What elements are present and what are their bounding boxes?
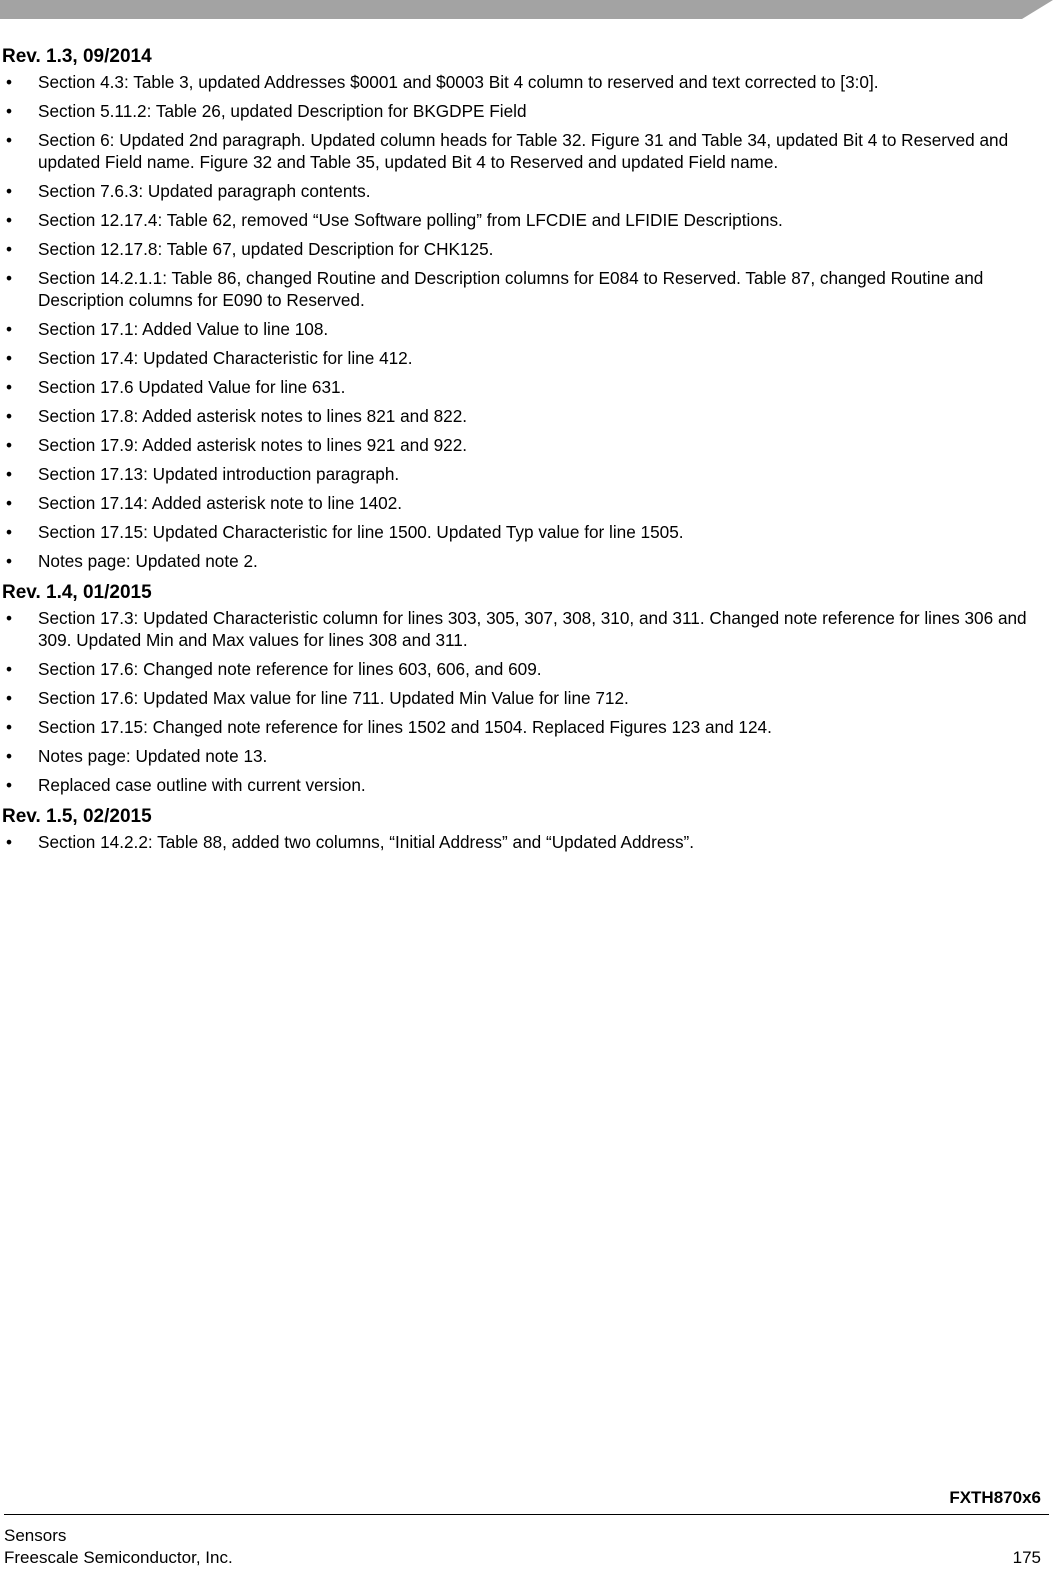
bullet: • (6, 239, 13, 259)
change-text: Section 4.3: Table 3, updated Addresses $0001 and $0003 Bit 4 column to reserved and text corrected to [3:0]. (38, 72, 879, 92)
bullet: • (6, 551, 13, 571)
list-item (0, 607, 1048, 651)
bullet: • (6, 210, 13, 230)
bullet: • (6, 319, 13, 339)
bullet: • (6, 377, 13, 397)
list-item (0, 434, 1048, 456)
list-item (0, 238, 1048, 260)
change-list (0, 607, 1048, 796)
change-text: Section 17.13: Updated introduction paragraph. (38, 464, 400, 484)
list-item (0, 774, 1048, 796)
change-text: Notes page: Updated note 2. (38, 551, 258, 571)
page-number: 175 (1012, 1548, 1041, 1567)
list-item (0, 267, 1048, 311)
list-item (0, 463, 1048, 485)
change-text: Notes page: Updated note 13. (38, 746, 268, 766)
revision-history (0, 45, 1048, 860)
bullet: • (6, 522, 13, 542)
bullet: • (6, 832, 13, 852)
revision-heading: Rev. 1.5, 02/2015 (2, 806, 152, 827)
bullet: • (6, 746, 13, 766)
bullet: • (6, 775, 13, 795)
bullet: • (6, 181, 13, 201)
list-item (0, 180, 1048, 202)
list-item (0, 318, 1048, 340)
change-text: Section 17.1: Added Value to line 108. (38, 319, 329, 339)
footer-section-label: Sensors (4, 1526, 67, 1545)
change-text: Section 5.11.2: Table 26, updated Description for BKGDPE Field (38, 101, 527, 121)
list-item (0, 831, 1048, 853)
change-text: Section 14.2.2: Table 88, added two columns, “Initial Address” and “Updated Address”. (38, 832, 695, 852)
list-item (0, 209, 1048, 231)
list-item (0, 687, 1048, 709)
change-text: Section 7.6.3: Updated paragraph contents. (38, 181, 371, 201)
change-text: Section 17.15: Changed note reference for lines 1502 and 1504. Replaced Figures 123 and 124. (38, 717, 772, 737)
change-text: Section 17.6: Changed note reference for lines 603, 606, and 609. (38, 659, 542, 679)
change-list (0, 831, 1048, 853)
bullet: • (6, 268, 13, 288)
list-item (0, 71, 1048, 93)
change-text: Section 17.15: Updated Characteristic for line 1500. Updated Typ value for line 1505. (38, 522, 684, 542)
bullet: • (6, 72, 13, 92)
bullet: • (6, 130, 13, 150)
footer-divider (4, 1514, 1049, 1515)
list-item (0, 716, 1048, 738)
product-name: FXTH870x6 (949, 1488, 1041, 1507)
list-item (0, 745, 1048, 767)
list-item (0, 100, 1048, 122)
list-item (0, 376, 1048, 398)
revision-heading: Rev. 1.4, 01/2015 (2, 582, 152, 603)
bullet: • (6, 659, 13, 679)
list-item (0, 347, 1048, 369)
revision-heading: Rev. 1.3, 09/2014 (2, 46, 152, 67)
change-text: Section 12.17.4: Table 62, removed “Use Software polling” from LFCDIE and LFIDIE Descriptions. (38, 210, 783, 230)
bullet: • (6, 608, 13, 628)
change-text: Section 17.14: Added asterisk note to line 1402. (38, 493, 403, 513)
change-text: Section 17.4: Updated Characteristic for line 412. (38, 348, 413, 368)
change-text: Section 12.17.8: Table 67, updated Description for CHK125. (38, 239, 494, 259)
revision-section (0, 805, 1048, 853)
change-text: Replaced case outline with current version. (38, 775, 366, 795)
list-item (0, 492, 1048, 514)
list-item (0, 521, 1048, 543)
change-text: Section 6: Updated 2nd paragraph. Updated column heads for Table 32. Figure 31 and Table 34, updated Bit 4 to Reserved and updated Field name. Figure 32 and Table 35, updated Bit 4 to Reserved and updated Field name. (38, 130, 1009, 172)
list-item (0, 129, 1048, 173)
bullet: • (6, 464, 13, 484)
list-item (0, 658, 1048, 680)
change-text: Section 14.2.1.1: Table 86, changed Routine and Description columns for E084 to Reserved. Table 87, changed Routine and Description columns for E090 to Reserved. (38, 268, 984, 310)
revision-section (0, 45, 1048, 572)
bullet: • (6, 406, 13, 426)
bullet: • (6, 435, 13, 455)
change-text: Section 17.9: Added asterisk notes to lines 921 and 922. (38, 435, 468, 455)
footer-company: Freescale Semiconductor, Inc. (4, 1548, 233, 1567)
change-text: Section 17.6: Updated Max value for line 711. Updated Min Value for line 712. (38, 688, 629, 708)
bullet: • (6, 717, 13, 737)
change-text: Section 17.3: Updated Characteristic column for lines 303, 305, 307, 308, 310, and 311. Changed note reference for lines 306 and 309. Updated Min and Max values for lines 308 and 311. (38, 608, 1027, 650)
list-item (0, 405, 1048, 427)
header-bar (0, 0, 1053, 19)
bullet: • (6, 101, 13, 121)
bullet: • (6, 688, 13, 708)
bullet: • (6, 348, 13, 368)
bullet: • (6, 493, 13, 513)
change-text: Section 17.8: Added asterisk notes to lines 821 and 822. (38, 406, 468, 426)
list-item (0, 550, 1048, 572)
change-text: Section 17.6 Updated Value for line 631. (38, 377, 346, 397)
change-list (0, 71, 1048, 572)
revision-section (0, 581, 1048, 796)
